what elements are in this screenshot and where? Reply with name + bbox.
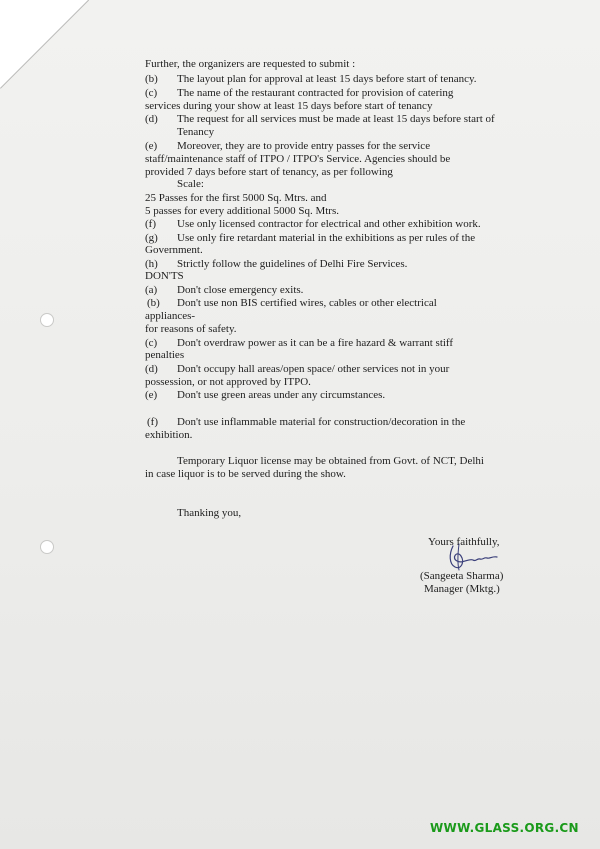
dont-text: Don't use non BIS certified wires, cables or other electrical bbox=[177, 297, 437, 309]
item-text: The name of the restaurant contracted for provision of catering bbox=[177, 87, 454, 99]
item-text: Use only fire retardant material in the exhibitions as per rules of the bbox=[177, 232, 476, 244]
item-text: Tenancy bbox=[177, 126, 215, 138]
item-text: Use only licensed contractor for electrical and other exhibition work. bbox=[177, 218, 481, 230]
signatory-name: (Sangeeta Sharma) bbox=[420, 570, 504, 582]
dont-label: (f) bbox=[147, 416, 158, 428]
item-label: (f) bbox=[145, 218, 156, 230]
dont-text: appliances- bbox=[145, 310, 196, 322]
dont-label: (d) bbox=[145, 363, 158, 375]
dont-text: possession, or not approved by ITPO. bbox=[145, 376, 311, 388]
item-text: services during your show at least 15 days before start of tenancy bbox=[145, 100, 433, 112]
liquor-note: in case liquor is to be served during the show. bbox=[145, 468, 346, 480]
item-label: (g) bbox=[145, 232, 158, 244]
item-text: Strictly follow the guidelines of Delhi Fire Services. bbox=[177, 258, 408, 270]
item-text: staff/maintenance staff of ITPO / ITPO's Service. Agencies should be bbox=[145, 153, 451, 165]
dont-text: Don't use inflammable material for construction/decoration in the bbox=[177, 416, 466, 428]
closing-line: Yours faithfully, bbox=[428, 536, 500, 548]
item-text: The request for all services must be made at least 15 days before start of bbox=[177, 113, 495, 125]
item-label: (e) bbox=[145, 140, 158, 152]
item-label: (c) bbox=[145, 87, 158, 99]
dont-label: (b) bbox=[147, 297, 160, 309]
dont-text: exhibition. bbox=[145, 429, 193, 441]
item-label: (h) bbox=[145, 258, 158, 270]
item-text: The layout plan for approval at least 15 days before start of tenancy. bbox=[177, 73, 477, 85]
item-text: Moreover, they are to provide entry passes for the service bbox=[177, 140, 431, 152]
scale-line: 5 passes for every additional 5000 Sq. Mtrs. bbox=[145, 205, 339, 217]
dont-text: for reasons of safety. bbox=[145, 323, 237, 335]
dont-label: (e) bbox=[145, 389, 158, 401]
liquor-note: Temporary Liquor license may be obtained from Govt. of NCT, Delhi bbox=[177, 455, 484, 467]
item-text: provided 7 days before start of tenancy, as per following bbox=[145, 166, 393, 178]
donts-heading: DON'TS bbox=[145, 270, 184, 282]
dont-text: Don't use green areas under any circumstances. bbox=[177, 389, 386, 401]
dont-text: Don't occupy hall areas/open space/ other services not in your bbox=[177, 363, 450, 375]
intro-line: Further, the organizers are requested to submit : bbox=[145, 58, 356, 70]
item-text: Government. bbox=[145, 244, 203, 256]
item-label: (d) bbox=[145, 113, 158, 125]
scale-label: Scale: bbox=[177, 178, 204, 190]
dont-label: (a) bbox=[145, 284, 158, 296]
dont-text: Don't close emergency exits. bbox=[177, 284, 304, 296]
thanks-line: Thanking you, bbox=[177, 507, 242, 519]
dont-text: Don't overdraw power as it can be a fire hazard & warrant stiff bbox=[177, 337, 454, 349]
item-label: (b) bbox=[145, 73, 158, 85]
dont-label: (c) bbox=[145, 337, 158, 349]
dont-text: penalties bbox=[145, 349, 185, 361]
watermark-url: WWW.GLASS.ORG.CN bbox=[430, 821, 579, 835]
handwritten-signature bbox=[445, 540, 505, 574]
signatory-title: Manager (Mktg.) bbox=[424, 583, 500, 595]
scale-line: 25 Passes for the first 5000 Sq. Mtrs. and bbox=[145, 192, 327, 204]
